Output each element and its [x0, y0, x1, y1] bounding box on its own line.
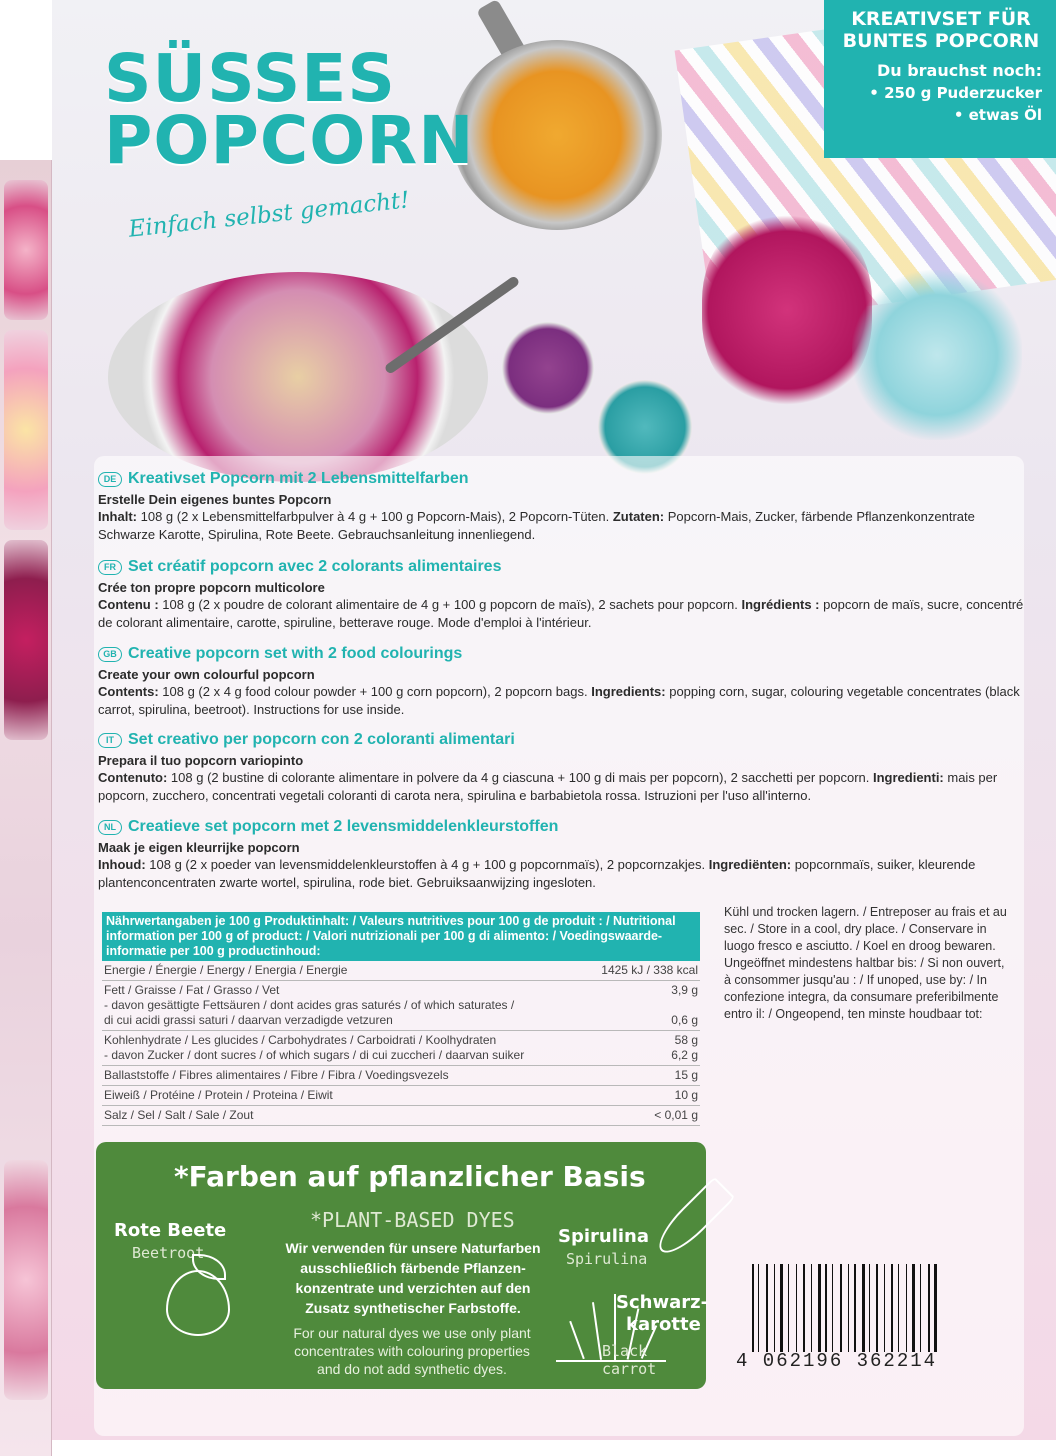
- nutrition-row: [102, 961, 700, 981]
- barcode-bar: [796, 1264, 797, 1352]
- hero-image: [52, 0, 1056, 445]
- barcode-number: 4 062196 362214: [736, 1350, 938, 1372]
- badge-item: • 250 g Puderzucker: [869, 84, 1042, 102]
- barcode-bar: [934, 1264, 937, 1352]
- lang-block-fr: [98, 558, 1028, 632]
- lang-subtitle: Create your own colourful popcorn: [98, 667, 315, 682]
- barcode-bar: [835, 1264, 837, 1352]
- nutrition-row: [102, 1086, 700, 1106]
- barcode-bar: [791, 1264, 793, 1352]
- barcode-bar: [852, 1264, 853, 1352]
- barcode-bar: [770, 1264, 771, 1352]
- barcode-bar: [776, 1264, 778, 1352]
- carrot-label-en: Black carrot: [602, 1342, 657, 1378]
- lang-code-de: DE: [98, 472, 122, 487]
- corn-pot: [452, 40, 662, 230]
- nutrient-value: 15 g: [674, 1068, 698, 1082]
- barcode-bar: [848, 1264, 849, 1352]
- dyes-text-de: Wir verwenden für unsere Naturfarben ausschließlich färbende Pflanzen-konzentrate und verzichten auf den Zusatz synthetischer Farbstoffe.: [285, 1240, 541, 1316]
- barcode-bar: [908, 1264, 910, 1352]
- barcode-bar: [843, 1264, 846, 1352]
- storage-info: [724, 904, 1014, 1023]
- nutrient-label: Ballaststoffe / Fibres alimentaires / Fibre / Fibra / Voedingsvezels: [104, 1068, 449, 1082]
- lang-block-it: [98, 731, 1028, 805]
- lang-subtitle: Prepara il tuo popcorn variopinto: [98, 753, 304, 768]
- badge-heading-1: KREATIVSET FÜR: [851, 8, 1031, 30]
- barcode-bar: [931, 1264, 932, 1352]
- nutrient-label: Salz / Sel / Salt / Sale / Zout: [104, 1108, 254, 1122]
- barcode-bar: [918, 1264, 919, 1352]
- barcode-bar: [822, 1264, 823, 1352]
- pink-popcorn-pile: [702, 210, 872, 410]
- package-back: [52, 0, 1056, 1440]
- barcode-bar: [755, 1264, 756, 1352]
- nutrition-row: [102, 1031, 700, 1066]
- nutrition-row: [102, 1106, 700, 1126]
- kit-badge: [824, 0, 1056, 158]
- barcode-bar: [884, 1264, 885, 1352]
- barcode-bar: [814, 1264, 815, 1352]
- side-flap: [0, 160, 52, 1456]
- barcode-bar: [766, 1264, 768, 1352]
- beet-label-en: Beetroot: [132, 1244, 205, 1262]
- dyes-title: *Farben auf pflanzlicher Basis: [174, 1160, 646, 1193]
- lang-block-nl: [98, 818, 1028, 892]
- carrot-label-1: Schwarz-: [616, 1292, 709, 1313]
- barcode-bar: [798, 1264, 801, 1352]
- barcode-bar: [862, 1264, 865, 1352]
- plant-dyes-panel: [96, 1142, 709, 1389]
- barcode-bar: [906, 1264, 907, 1352]
- title-line-1: SÜSSES: [104, 40, 396, 117]
- dyes-text-en: For our natural dyes we use only plant concentrates with colouring properties and do not add synthetic dyes.: [293, 1325, 531, 1377]
- lang-subtitle: Crée ton propre popcorn multicolore: [98, 580, 325, 595]
- beet-label: Rote Beete: [114, 1220, 227, 1241]
- nutrition-row: [102, 981, 700, 1031]
- lang-code-it: IT: [98, 733, 122, 748]
- lang-subtitle: Erstelle Dein eigenes buntes Popcorn: [98, 492, 332, 507]
- storage-text: Kühl und trocken lagern. / Entreposer au frais et au sec. / Store in a cool, dry place. / Conservare in luogo fresco e asciutto. / Koel en droog bewaren.: [724, 905, 1007, 953]
- barcode-bar: [825, 1264, 827, 1352]
- lang-block-de: [98, 470, 1028, 544]
- barcode-bar: [832, 1264, 833, 1352]
- barcode-bar: [880, 1264, 881, 1352]
- barcode-bar: [928, 1264, 930, 1352]
- best-before-text: Ungeöffnet mindestens haltbar bis: / Si non ouvert, à consommer jusqu'au : / If unoped, use by: / In confezione integra, da consumare preferibilmente entro il: / Ongeopend, ten minste houdbaar tot:: [724, 956, 1005, 1021]
- barcode-bar: [901, 1264, 903, 1352]
- barcode-bar: [876, 1264, 878, 1352]
- lang-code-fr: FR: [98, 560, 122, 575]
- nutrient-value: 10 g: [674, 1088, 698, 1102]
- lang-block-gb: [98, 645, 1028, 719]
- title-line-2: POPCORN: [104, 102, 475, 179]
- nutrient-value: < 0,01 g: [654, 1108, 698, 1122]
- barcode-bar: [788, 1264, 789, 1352]
- lang-body: Contenuto: 108 g (2 bustine di colorante alimentare in polvere da 4 g ciascuna + 100 g di mais per popcorn), 2 sacchetti per popcorn. Ingredienti: mais per popcorn, zucchero, concentrati vegetali coloranti di carota nera, spirulina e barbabietola rossa. Istruzioni per l'uso all'interno.: [98, 770, 998, 803]
- dyes-subtitle: *PLANT-BASED DYES: [310, 1208, 515, 1232]
- barcode-bar: [896, 1264, 897, 1352]
- flower-decoration: [4, 180, 48, 320]
- barcode-bar: [780, 1264, 783, 1352]
- nutrient-value: 3,9 g 0,6 g: [671, 983, 698, 1027]
- barcode-bar: [891, 1264, 893, 1352]
- barcode-bar: [762, 1264, 765, 1352]
- barcode-bar: [886, 1264, 889, 1352]
- badge-heading-2: BUNTES POPCORN: [842, 30, 1040, 52]
- barcode-bar: [818, 1264, 821, 1352]
- lang-body: Inhoud: 108 g (2 x poeder van levensmiddelenkleurstoffen à 4 g + 100 g popcornmaïs), 2 popcornzakjes. Ingrediënten: popcornmaïs, suiker, kleurende plantenconcentraten zwarte wortel, spirulina, rode biet. Gebruiksaanwijzing ingesloten.: [98, 857, 976, 890]
- barcode-bar: [940, 1264, 941, 1352]
- lang-body: Contenu : 108 g (2 x poudre de colorant alimentaire de 4 g + 100 g popcorn de maïs), 2 sachets pour popcorn. Ingrédients : popcorn de maïs, sucre, concentré de colorant alimentaire, carotte, spiruline, betterave rouge. Mode d'emploi à l'intérieur.: [98, 597, 1024, 630]
- spirulina-label: Spirulina: [558, 1226, 650, 1247]
- barcode-bar: [840, 1264, 842, 1352]
- nutrient-value: 1425 kJ / 338 kcal: [601, 963, 698, 977]
- popcorn-bowl: [108, 272, 488, 482]
- barcode-bar: [923, 1264, 925, 1352]
- nutrition-header: Nährwertangaben je 100 g Produktinhalt: / Valeurs nutritives pour 100 g de produit : / Nutritional information per 100 g of product: / Valori nutrizionali per 100 g di alimento: / Voedingswaarde-informatie per 100 g productinhoud:: [102, 912, 700, 961]
- barcode-bar: [873, 1264, 875, 1352]
- barcode-bar: [758, 1264, 759, 1352]
- barcode-bar: [858, 1264, 859, 1352]
- flower-decoration: [4, 540, 48, 740]
- purple-dye-glass: [502, 322, 594, 414]
- barcode-bar: [774, 1264, 775, 1352]
- nutrition-row: [102, 1066, 700, 1086]
- lang-title: Creatieve set popcorn met 2 levensmiddelenkleurstoffen: [128, 818, 559, 835]
- spirulina-label-en: Spirulina: [566, 1250, 648, 1268]
- nutrient-label: Energie / Énergie / Energy / Energia / Energie: [104, 963, 348, 977]
- nutrient-value: 58 g 6,2 g: [671, 1033, 698, 1062]
- badge-need-label: Du brauchst noch:: [876, 61, 1042, 80]
- nutrient-label: Kohlenhydrate / Les glucides / Carbohydrates / Carboidrati / Koolhydraten - davon Zucker / dont sucres / of which sugars / di cui zuccheri / daarvan suiker: [104, 1033, 525, 1062]
- barcode-bar: [830, 1264, 831, 1352]
- flower-decoration: [4, 330, 48, 530]
- lang-title: Set creativo per popcorn con 2 coloranti alimentari: [128, 731, 515, 748]
- barcode-bar: [854, 1264, 856, 1352]
- barcode-bar: [803, 1264, 805, 1352]
- badge-item: • etwas Öl: [953, 106, 1042, 124]
- nutrient-label: Eiweiß / Protéine / Protein / Proteina / Eiwit: [104, 1088, 333, 1102]
- lang-subtitle: Maak je eigen kleurrijke popcorn: [98, 840, 300, 855]
- barcode-bar: [898, 1264, 899, 1352]
- barcode-bar: [808, 1264, 810, 1352]
- barcode-bar: [912, 1264, 915, 1352]
- barcode-bar: [866, 1264, 867, 1352]
- lang-title: Creative popcorn set with 2 food colourings: [128, 645, 463, 662]
- nutrition-table: [102, 912, 700, 1126]
- lang-code-nl: NL: [98, 820, 122, 835]
- product-title: [104, 40, 475, 179]
- lang-body: Contents: 108 g (2 x 4 g food colour powder + 100 g corn popcorn), 2 popcorn bags. Ingredients: popping corn, sugar, colouring vegetable concentrates (black carrot, spirulina, beetroot). Instructions for use inside.: [98, 684, 1020, 717]
- barcode-bar: [869, 1264, 870, 1352]
- nutrient-label: Fett / Graisse / Fat / Grasso / Vet - davon gesättigte Fettsäuren / dont acides gras saturés / of which saturates / di cui acidi grassi saturi / daarvan verzadigde vetzuren: [104, 983, 515, 1027]
- flower-decoration: [4, 1160, 48, 1400]
- carrot-label-2: karotte: [626, 1314, 701, 1335]
- barcode-bar: [920, 1264, 921, 1352]
- lang-title: Kreativset Popcorn mit 2 Lebensmittelfarben: [128, 470, 469, 487]
- barcode: [752, 1264, 1012, 1352]
- blue-popcorn-pile: [852, 270, 1022, 440]
- lang-body: Inhalt: 108 g (2 x Lebensmittelfarbpulver à 4 g + 100 g Popcorn-Mais), 2 Popcorn-Tüten. Zutaten: Popcorn-Mais, Zucker, färbende Pflanzenkonzentrate Schwarze Karotte, Spirulina, Rote Beete. Gebrauchsanleitung innenliegend.: [98, 509, 975, 542]
- lang-title: Set créatif popcorn avec 2 colorants alimentaires: [128, 558, 502, 575]
- lang-code-gb: GB: [98, 647, 122, 662]
- barcode-bar: [811, 1264, 812, 1352]
- tagline: Einfach selbst gemacht!: [127, 187, 411, 243]
- barcode-bar: [752, 1264, 754, 1352]
- barcode-bar: [786, 1264, 787, 1352]
